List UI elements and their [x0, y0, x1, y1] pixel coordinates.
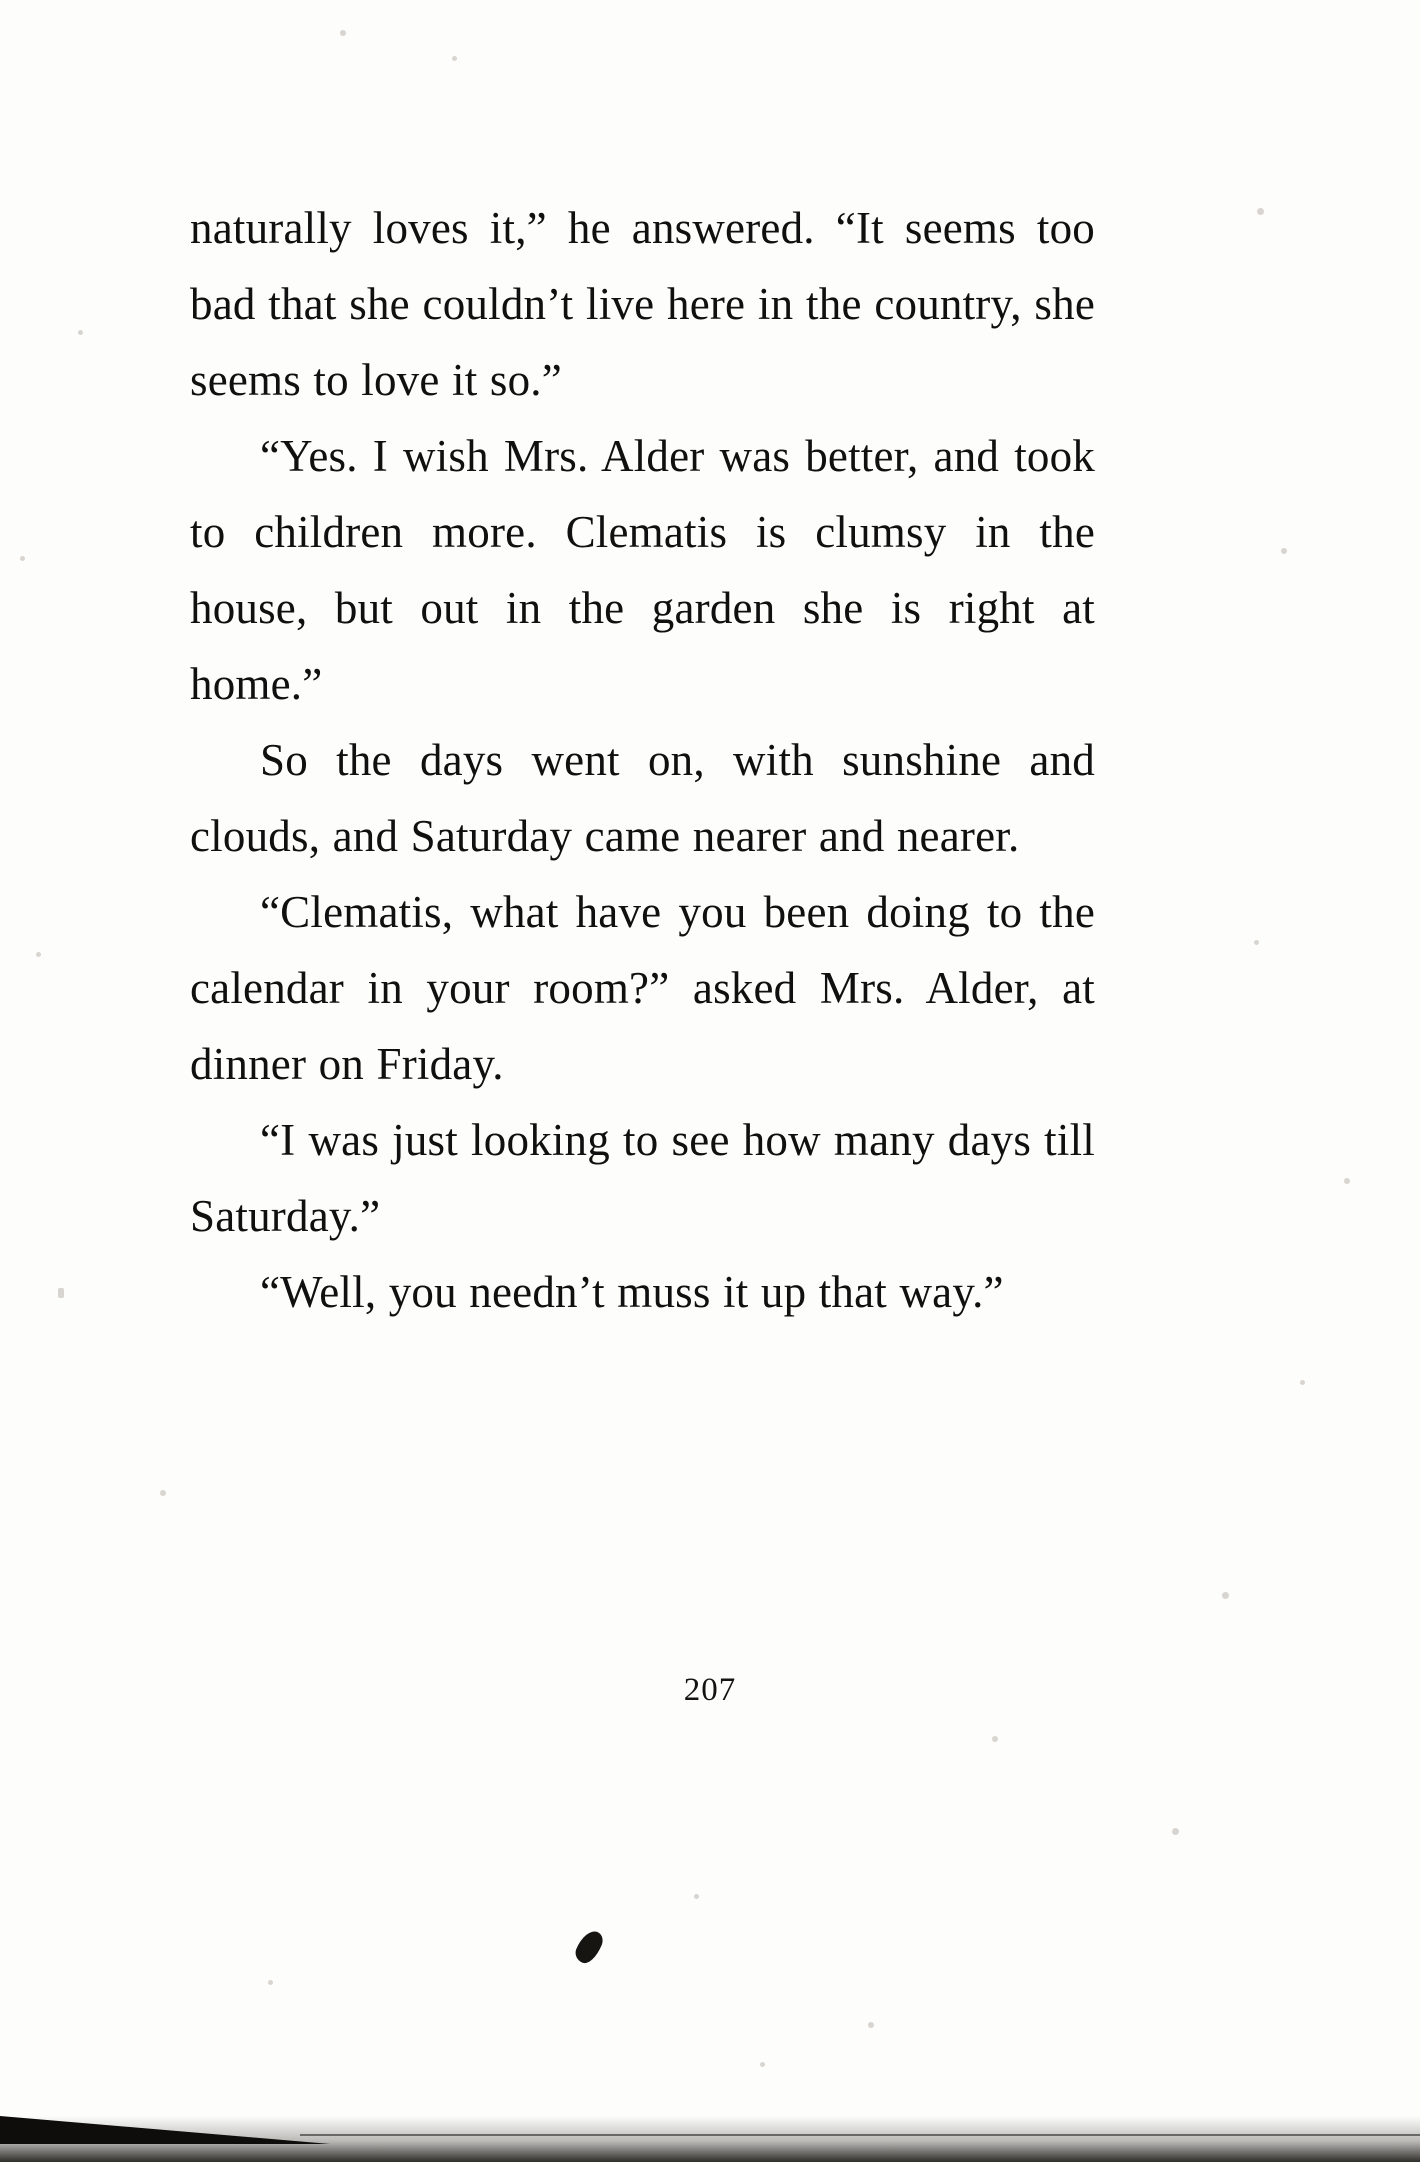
paper-speck	[1344, 1178, 1350, 1184]
paragraph: “Clematis, what have you been doing to the calendar in your room?” asked Mrs. Alder, at dinner on Friday.	[190, 887, 1095, 1089]
scan-bottom-hairline	[300, 2134, 1420, 2136]
page-number: 207	[683, 1672, 737, 1708]
paper-speck	[760, 2062, 765, 2067]
paper-speck	[1281, 548, 1287, 554]
page-text-body	[190, 190, 1095, 1330]
paragraph: “I was just looking to see how many days till Saturday.”	[190, 1115, 1095, 1241]
paragraph: naturally loves it,” he answered. “It seems too bad that she couldn’t live here in the country, she seems to love it so.”	[190, 203, 1095, 405]
paper-speck	[1254, 940, 1259, 945]
paper-speck	[992, 1736, 998, 1742]
paper-speck	[58, 1288, 64, 1298]
paper-speck	[1222, 1592, 1229, 1599]
paper-speck	[1172, 1828, 1179, 1835]
paper-speck	[1300, 1380, 1305, 1385]
paragraph: So the days went on, with sunshine and clouds, and Saturday came nearer and nearer.	[190, 735, 1095, 861]
paragraph: “Well, you needn’t muss it up that way.”	[260, 1267, 1004, 1317]
paper-speck	[1257, 208, 1264, 215]
paper-speck	[20, 556, 25, 561]
paper-speck	[78, 330, 83, 335]
scan-bottom-edge	[0, 2116, 1420, 2162]
paper-speck	[268, 1980, 273, 1985]
ink-blot-mark	[572, 1927, 605, 1967]
paper-speck	[340, 30, 346, 36]
paper-speck	[868, 2022, 874, 2028]
paper-speck	[160, 1490, 166, 1496]
paper-speck	[452, 56, 457, 61]
paragraph: “Yes. I wish Mrs. Alder was better, and took to children more. Clematis is clumsy in the house, but out in the garden she is right at home.”	[190, 431, 1095, 709]
paper-speck	[694, 1894, 699, 1899]
paper-speck	[36, 952, 41, 957]
